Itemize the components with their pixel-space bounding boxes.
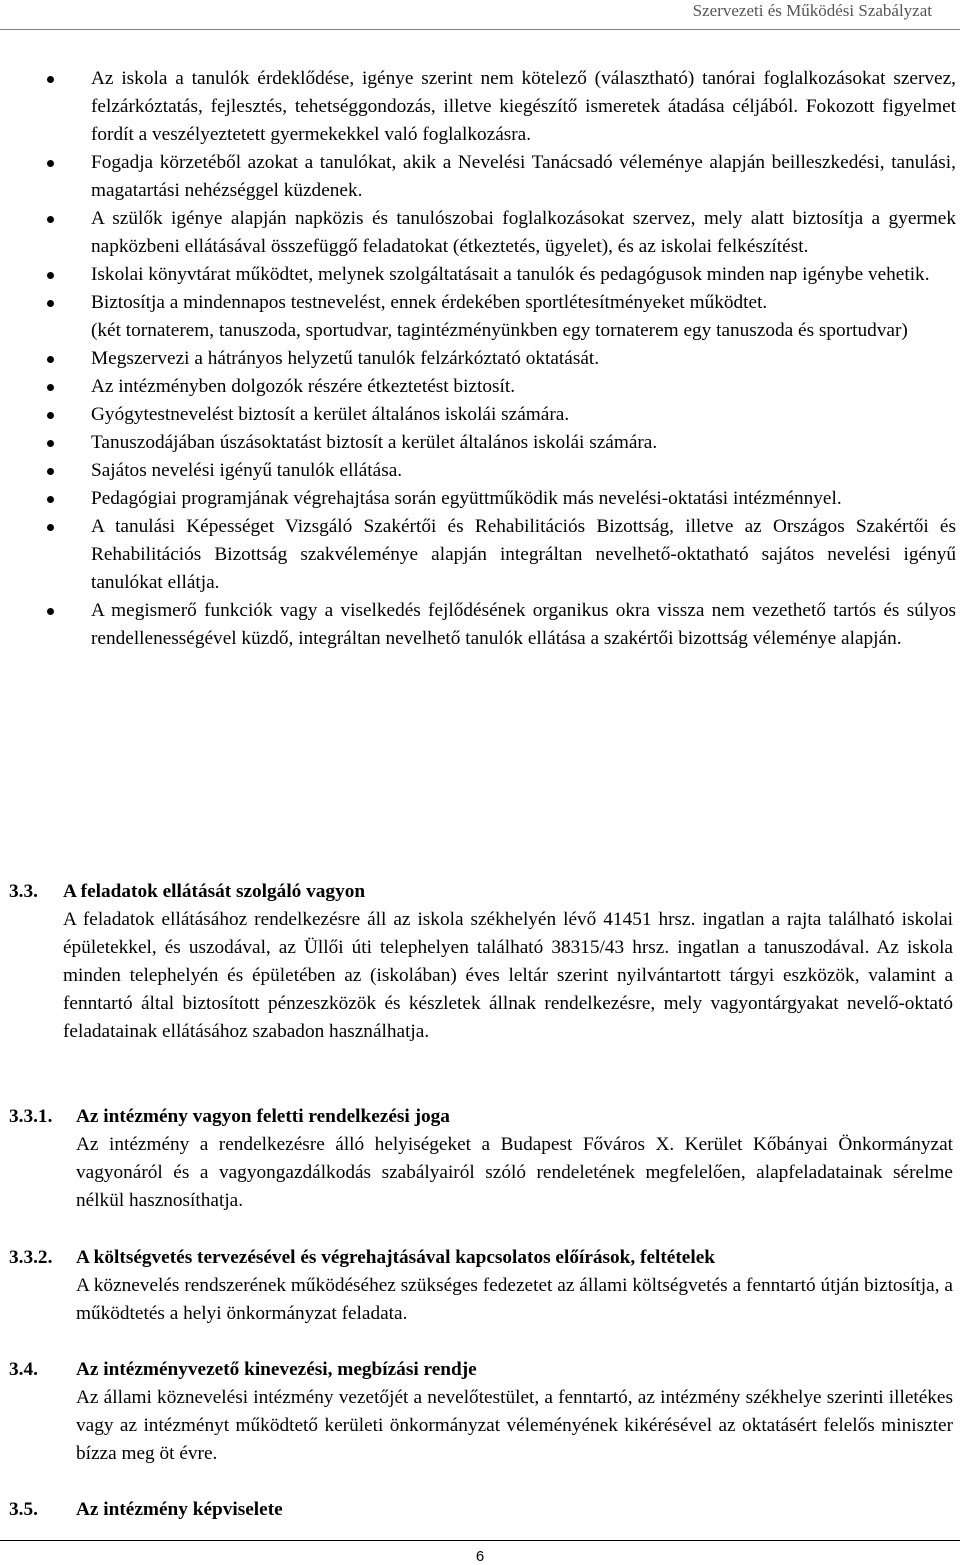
section-heading: 3.3. A feladatok ellátását szolgáló vagyon (9, 881, 366, 902)
bullet-icon (47, 608, 54, 615)
section-3-5 (9, 1496, 953, 1524)
list-item: Pedagógiai programjának végrehajtása során együttműködik más nevelési-oktatási intézménnyel. (36, 485, 956, 513)
section-body: A feladatok ellátásához rendelkezésre áll az iskola székhelyén lévő 41451 hrsz. ingatlan a rajta található iskolai épületekkel, és uszodával, az Üllői úti telephelyen található 38315/43 hrsz. ingatlan a tanuszodával. Az iskola minden telephelyén és épületében az (iskolában) éves leltár szerint nyilvántartott tárgyi eszközök, valamint a fenntartó által biztosított pénzeszközök és készletek állnak rendelkezésre, mely vagyontárgyakat nevelő-oktató feladatainak ellátásához szabadon használhatja. (63, 909, 953, 1042)
section-body: Az intézmény a rendelkezésre álló helyiségeket a Budapest Főváros X. Kerület Kőbányai Önkormányzat vagyonáról és a vagyongazdálkodás szabályairól szóló rendeletének megfelelően, alapfeladatainak sérelme nélkül hasznosíthatja. (76, 1134, 953, 1211)
section-body: A köznevelés rendszerének működéséhez szükséges fedezetet az állami költségvetés a fenntartó útján biztosítja, a működtetés a helyi önkormányzat feladata. (76, 1275, 953, 1324)
list-item: A megismerő funkciók vagy a viselkedés fejlődésének organikus okra vissza nem vezethető tartós és súlyos rendellenességével küzdő, integráltan nevelhető tanulók ellátása a szakértői bizottság véleménye alapján. (36, 597, 956, 653)
bullet-icon (47, 160, 54, 167)
bullet-icon (47, 468, 54, 475)
list-item: Az iskola a tanulók érdeklődése, igénye szerint nem kötelező (választható) tanórai foglalkozásokat szervez, felzárkóztatás, fejlesztés, tehetséggondozás, illetve kiegészítő ismeretek átadása céljából. Fokozott figyelmet fordít a veszélyeztetett gyermekekkel való foglalkozásra. (36, 65, 956, 149)
bullet-icon (47, 216, 54, 223)
section-3-3-2 (9, 1244, 953, 1328)
section-heading: 3.4. Az intézményvezető kinevezési, megbízási rendje (9, 1359, 477, 1380)
list-item: Megszervezi a hátrányos helyzetű tanulók felzárkóztató oktatását. (36, 345, 956, 373)
header-rule (0, 29, 960, 30)
running-header: Szervezeti és Működési Szabályzat (692, 1, 932, 20)
list-item: Az intézményben dolgozók részére étkeztetést biztosít. (36, 373, 956, 401)
list-item: A tanulási Képességet Vizsgáló Szakértői és Rehabilitációs Bizottság, illetve az Országos Szakértői és Rehabilitációs Bizottság szakvéleménye alapján integráltan nevelhető-oktatható sajátos nevelési igényű tanulókat ellátja. (36, 513, 956, 597)
list-item: A szülők igénye alapján napközis és tanulószobai foglalkozásokat szervez, mely alatt biztosítja a gyermek napközbeni ellátásával összefüggő feladatokat (étkeztetés, ügyelet), és az iskolai felkészítést. (36, 205, 956, 261)
bullet-icon (47, 76, 54, 83)
section-3-4 (9, 1356, 953, 1468)
list-item: Fogadja körzetéből azokat a tanulókat, akik a Nevelési Tanácsadó véleménye alapján beilleszkedési, tanulási, magatartási nehézséggel küzdenek. (36, 149, 956, 205)
bullet-icon (47, 300, 54, 307)
list-item: Iskolai könyvtárat működtet, melynek szolgáltatásait a tanulók és pedagógusok minden nap igénybe vehetik. (36, 261, 956, 289)
bullet-icon (47, 412, 54, 419)
list-item-continuation: (két tornaterem, tanuszoda, sportudvar, tagintézményünkben egy tornaterem egy tanuszoda és sportudvar) (91, 320, 908, 341)
bullet-icon (47, 524, 54, 531)
section-3-3 (9, 878, 953, 1046)
footer-rule (0, 1540, 960, 1541)
list-item: Gyógytestnevelést biztosít a kerület általános iskolái számára. (36, 401, 956, 429)
list-item: Biztosítja a mindennapos testnevelést, ennek érdekében sportlétesítményeket működtet. (36, 289, 956, 317)
list-item: Tanuszodájában úszásoktatást biztosít a kerület általános iskolái számára. (36, 429, 956, 457)
bullet-icon (47, 272, 54, 279)
bullet-icon (47, 356, 54, 363)
bullet-icon (47, 384, 54, 391)
list-item: Sajátos nevelési igényű tanulók ellátása. (36, 457, 956, 485)
bullet-icon (47, 440, 54, 447)
section-body: Az állami köznevelési intézmény vezetőjét a nevelőtestület, a fenntartó, az intézmény székhelye szerinti illetékes vagy az intézményt működtető kerületi önkormányzat véleményének kikérésével az oktatásért felelős miniszter bízza meg öt évre. (76, 1387, 953, 1464)
section-heading: 3.3.2. A költségvetés tervezésével és végrehajtásával kapcsolatos előírások, feltételek (9, 1247, 715, 1268)
page-number: 6 (475, 1548, 485, 1565)
section-heading: 3.3.1. Az intézmény vagyon feletti rendelkezési joga (9, 1106, 450, 1127)
section-heading: 3.5. Az intézmény képviselete (9, 1499, 283, 1520)
task-bullet-list (36, 65, 956, 653)
bullet-icon (47, 496, 54, 503)
section-3-3-1 (9, 1103, 953, 1215)
